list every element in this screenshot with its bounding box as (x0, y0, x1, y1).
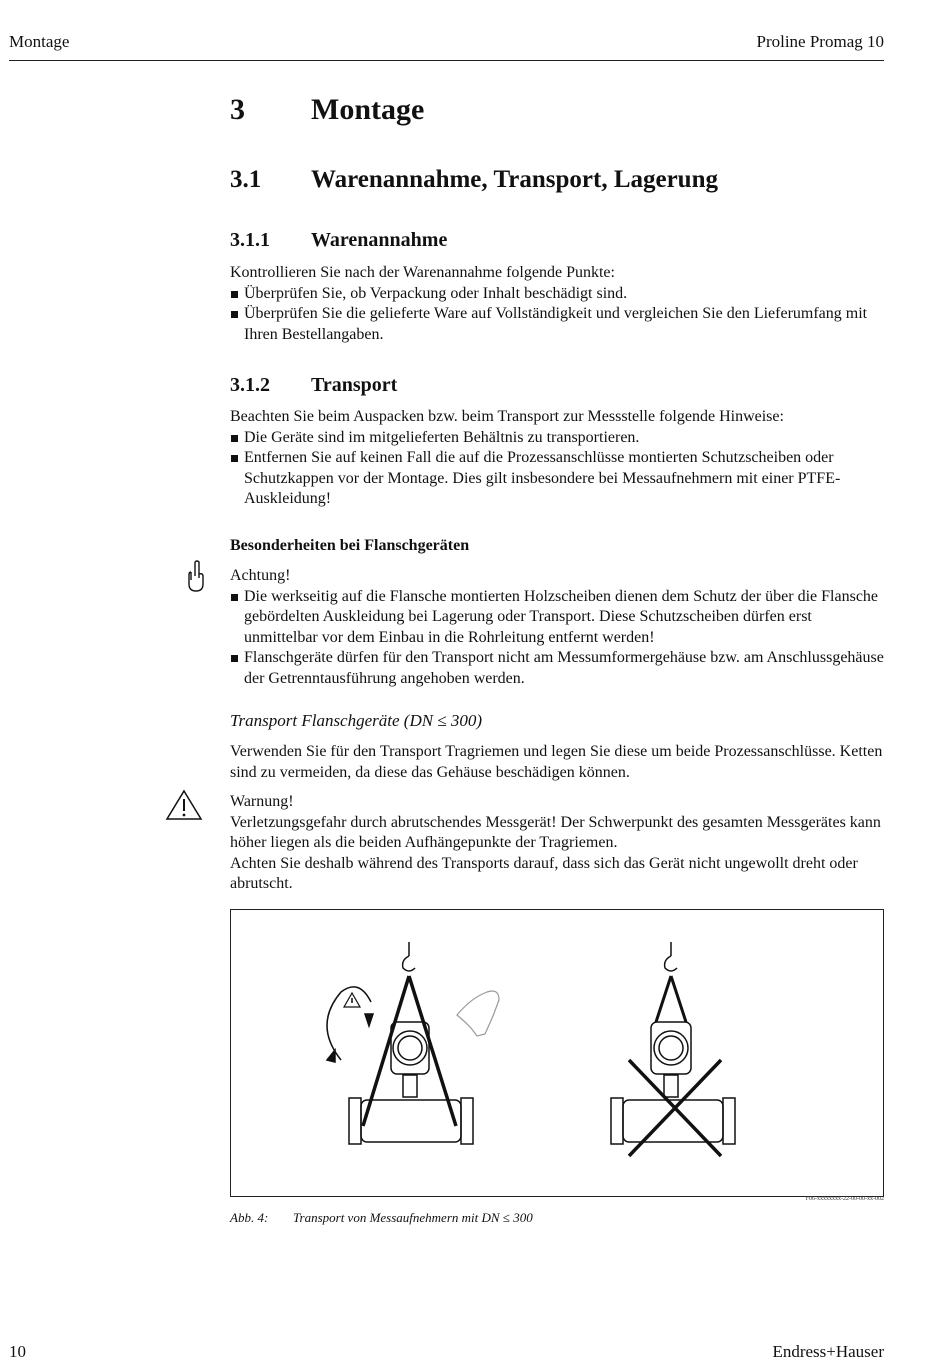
warenannahme-body (230, 263, 885, 345)
list-item: Die Geräte sind im mitgelieferten Behältnis zu transportieren. (230, 428, 885, 449)
paragraph: Kontrollieren Sie nach der Warenannahme folgende Punkte: (230, 264, 615, 281)
caption-text: Transport von Messaufnehmern mit DN ≤ 300 (293, 1210, 533, 1225)
paragraph: Achten Sie deshalb während des Transports darauf, dass sich das Gerät nicht ungewollt dreht oder abrutscht. (230, 854, 858, 892)
flansch-heading: Besonderheiten bei Flanschgeräten (230, 537, 470, 554)
caution-label: Achtung! (230, 567, 291, 584)
warning-label: Warnung! (230, 793, 294, 810)
chapter-title: Montage (311, 93, 425, 126)
figure-caption (230, 1210, 533, 1226)
subsection-number: 3.1.1 (230, 229, 270, 251)
transport-dn-heading: Transport Flanschgeräte (DN ≤ 300) (230, 711, 483, 730)
list-item: Überprüfen Sie die gelieferte Ware auf Vollständigkeit und vergleichen Sie den Lieferumfang mit Ihren Bestellangaben. (230, 304, 885, 345)
section-heading (230, 166, 718, 194)
section-number: 3.1 (230, 166, 262, 193)
figure-frame (230, 909, 884, 1197)
chapter-number: 3 (230, 93, 245, 126)
subsection-heading-warenannahme (230, 229, 447, 252)
list-item: Flanschgeräte dürfen für den Transport nicht am Messumformergehäuse bzw. am Anschlussgehäuse der Getrenntausführung angehoben werden. (230, 648, 885, 689)
paragraph: Verwenden Sie für den Transport Tragriemen und legen Sie diese um beide Prozessanschlüsse. Ketten sind zu vermeiden, da diese das Gehäuse beschädigen können. (230, 743, 883, 781)
flansch-body (230, 566, 885, 689)
bullet-list (230, 284, 885, 346)
paragraph: Verletzungsgefahr durch abrutschendes Messgerät! Der Schwerpunkt des gesamten Messgerätes kann höher liegen als die beiden Aufhängepunkte der Tragriemen. (230, 813, 881, 851)
transport-body (230, 407, 885, 510)
footer-brand: Endress+Hauser (772, 1342, 884, 1361)
page-number: 10 (9, 1342, 26, 1361)
section-title: Warenannahme, Transport, Lagerung (311, 166, 718, 193)
subsection-title: Warenannahme (311, 229, 448, 251)
subsection-number: 3.1.2 (230, 374, 270, 396)
warning-body (230, 792, 885, 895)
chapter-heading (230, 93, 424, 127)
transport-dn-body (230, 742, 885, 783)
subsection-title: Transport (311, 374, 398, 396)
caption-label: Abb. 4: (230, 1210, 269, 1225)
header-rule (9, 60, 884, 61)
subsection-heading-transport (230, 374, 397, 397)
running-header-right: Proline Promag 10 (756, 32, 884, 51)
warning-triangle-icon (165, 789, 203, 826)
running-header-left: Montage (9, 32, 70, 51)
caution-hand-icon (184, 560, 208, 599)
list-item: Entfernen Sie auf keinen Fall die auf die Prozessanschlüsse montierten Schutzscheiben oder Schutzkappen vor der Montage. Dies gilt insbesondere bei Messaufnehmern mit einer PTFE-Auskleidung! (230, 448, 885, 510)
transport-illustration (231, 910, 883, 1196)
list-item: Überprüfen Sie, ob Verpackung oder Inhalt beschädigt sind. (230, 284, 885, 305)
list-item: Die werkseitig auf die Flansche montierten Holzscheiben dienen dem Schutz der über die Flansche gebördelten Auskleidung bei Lagerung oder Transport. Diese Schutzscheiben dürfen erst unmittelbar vor dem Einbau in die Rohrleitung entfernt werden! (230, 587, 885, 649)
bullet-list (230, 587, 885, 690)
bullet-list (230, 428, 885, 510)
paragraph: Beachten Sie beim Auspacken bzw. beim Transport zur Messstelle folgende Hinweise: (230, 408, 784, 425)
figure-code: F06-xxxxxxxx-22-00-00-xx-002 (805, 1196, 884, 1202)
